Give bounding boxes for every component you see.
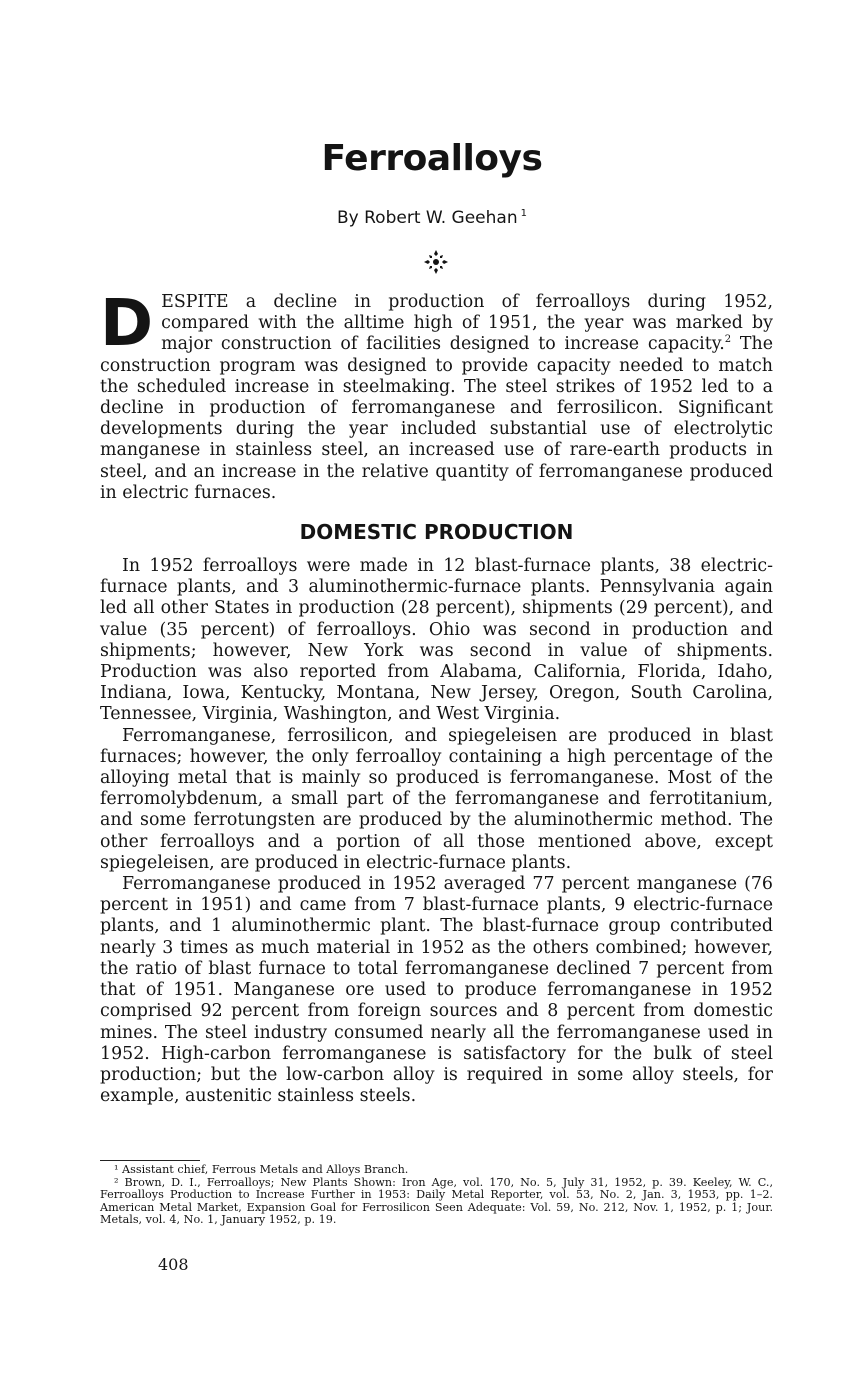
body-paragraph: Ferromanganese produced in 1952 averaged 77 percent manganese (76 percent in 1951) and came from 7 blast-furnace plants, 9 electric-furnace plants, and 1 aluminothermic plant. The blast-furnace group contributed nearly 3 times as much material in 1952 as the others combined; however, the ratio of blast furnace to total ferromanganese declined 7 percent from that of 1951. Manganese ore used to produce ferromanganese in 1952 comprised 92 percent from foreign sources and 8 percent from domestic mines. The steel industry consumed nearly all the ferromanganese used in 1952. High-carbon ferromanganese is satisfactory for the bulk of steel production; but the low-carbon alloy is required in some alloy steels, for example, austenitic stainless steels.	[100, 874, 773, 1107]
footnote-1: ¹ Assistant chief, Ferrous Metals and Alloys Branch.	[114, 1163, 409, 1176]
footnote-divider	[100, 1160, 200, 1161]
intro-footnote-mark: 2	[724, 334, 732, 346]
body-paragraph: Ferromanganese, ferrosilicon, and spiegeleisen are produced in blast furnaces; however, the only ferroalloy containing a high percentage of the alloying metal that is mainly so produced is ferromanganese. Most of the ferromolybdenum, a small part of the ferromanganese and ferrotitanium, and some ferrotungsten are produced by the aluminothermic method. The other ferroalloys and a portion of all those mentioned above, except spiegeleisen, are produced in electric-furnace plants.	[100, 725, 773, 873]
footnotes	[100, 1160, 773, 1227]
page-number: 408	[158, 1255, 189, 1274]
article-byline	[0, 208, 864, 228]
byline-footnote-mark: 1	[520, 208, 527, 220]
body-paragraph: In 1952 ferroalloys were made in 12 blast-furnace plants, 38 electric-furnace plants, and 3 aluminothermic-furnace plants. Pennsylvania again led all other States in production (28 percent), shipments (29 percent), and value (35 percent) of ferroalloys. Ohio was second in production and shipments; however, New York was second in value of shipments. Production was also reported from Alabama, California, Florida, Idaho, Indiana, Iowa, Kentucky, Montana, New Jersey, Oregon, South Carolina, Tennessee, Virginia, Washington, and West Virginia.	[100, 556, 773, 725]
intro-text: ESPITE a decline in production of ferroalloys during 1952, compared with the alltime high of 1951, the year was marked by major construction of facilities designed to increase capacity.	[161, 292, 773, 355]
drop-cap: D	[100, 287, 154, 361]
section-heading: DOMESTIC PRODUCTION	[299, 520, 574, 545]
author-name: By Robert W. Geehan	[337, 208, 518, 228]
footnote-2: ² Brown, D. I., Ferroalloys; New Plants Shown: Iron Age, vol. 170, No. 5, July 31, 1952, p. 39. Keeley, W. C., Ferroalloys Production to Increase Further in 1953: Daily Metal Reporter, vol. 53, No. 2, Jan. 3, 1953, pp. 1–2. American Metal Market, Expansion Goal for Ferrosilicon Seen Adequate: Vol. 59, No. 212, Nov. 1, 1952, p. 1; Jour. Metals, vol. 4, No. 1, January 1952, p. 19.	[100, 1175, 773, 1227]
fleuron-ornament-icon	[422, 248, 450, 276]
article-body	[100, 287, 773, 1107]
article-title: Ferroalloys	[321, 138, 543, 179]
intro-text-continued: The construction program was designed to provide capacity needed to match the scheduled increase in steelmaking. The steel strikes of 1952 led to a decline in production of ferromanganese and ferrosilicon. Significant developments during the year included substantial use of electrolytic manganese in stainless steel, an increased use of rare-earth products in steel, and an increase in the relative quantity of ferromanganese produced in electric furnaces.	[100, 334, 773, 503]
intro-paragraph	[100, 287, 773, 504]
